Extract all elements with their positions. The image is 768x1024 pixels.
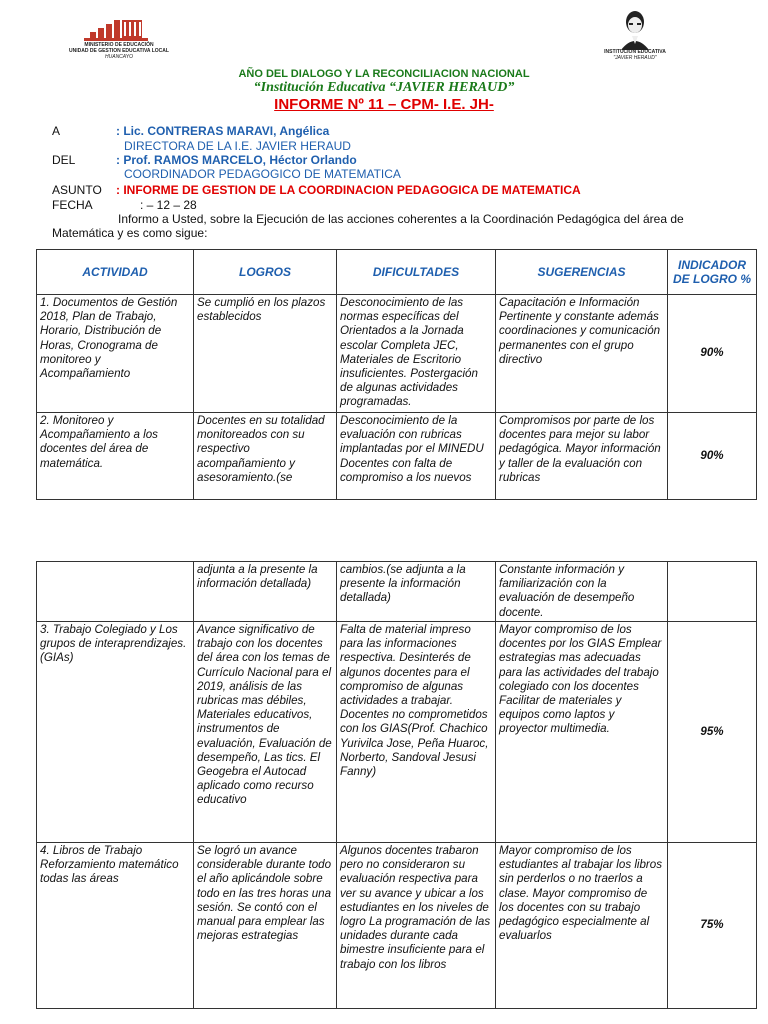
table-row <box>37 413 757 500</box>
institution-name: “Institución Educativa “JAVIER HERAUD” <box>253 80 515 95</box>
javier-heraud-portrait-icon <box>618 8 652 50</box>
ugel-logo-caption <box>44 42 194 60</box>
report-title: INFORME Nº 11 – CPM- I.E. JH- <box>274 96 494 113</box>
cell-indicador: 90% <box>668 295 757 413</box>
to-role: DIRECTORA DE LA I.E. JAVIER HERAUD <box>124 139 351 153</box>
cell-actividad: 3. Trabajo Colegiado y Los grupos de interaprendizajes. (GIAs) <box>37 622 194 843</box>
cell-dificultades: cambios.(se adjunta a la presente la información detallada) <box>337 562 496 622</box>
table-row <box>37 843 757 1009</box>
table-header-row <box>37 250 757 295</box>
cell-actividad <box>37 562 194 622</box>
table-row <box>37 562 757 622</box>
ugel-line-3: HUANCAYO <box>105 54 133 60</box>
to-label: A <box>52 124 61 138</box>
table-row <box>37 622 757 843</box>
cell-sugerencias: Mayor compromiso de los docentes por los GIAS Emplear estrategias mas adecuadas para las actividades del trabajo colegiado con los docentes Facilitar de materiales y equipos como laptos y proyector multimedia. <box>496 622 668 843</box>
header-sugerencias: SUGERENCIAS <box>496 250 668 295</box>
report-table-page2 <box>36 561 757 1009</box>
cell-indicador <box>668 562 757 622</box>
cell-logros: Se logró un avance considerable durante todo el año aplicándole sobre todo en las tres horas una sesión. Se contó con el manual para emplear las mejoras estrategias <box>194 843 337 1009</box>
cell-sugerencias: Constante información y familiarización con la evaluación de desempeño docente. <box>496 562 668 622</box>
report-table-page1 <box>36 249 757 500</box>
cell-indicador: 75% <box>668 843 757 1009</box>
cell-logros: adjunta a la presente la información detallada) <box>194 562 337 622</box>
school-line-1: INSTITUCIÓN EDUCATIVA <box>604 49 666 55</box>
from-role: COORDINADOR PEDAGOGICO DE MATEMATICA <box>124 167 401 181</box>
cell-dificultades: Algunos docentes trabaron pero no consideraron su evaluación respectiva para ver su avance y ubicar a los estudiantes en los niveles de logro La programación de las unidades durante cada bimestre insuficiente para el trabajo con los libros <box>337 843 496 1009</box>
subject-value: : INFORME DE GESTION DE LA COORDINACION PEDAGOGICA DE MATEMATICA <box>116 183 581 197</box>
to-name: : Lic. CONTRERAS MARAVI, Angélica <box>116 124 330 138</box>
school-logo-caption <box>590 49 680 61</box>
cell-dificultades: Falta de material impreso para las informaciones respectiva. Desinterés de algunos docentes para el compromiso de algunas actividades a trabajar. Docentes no comprometidos con los GIAS(Prof. Chachico Yurivilca Jose, Peña Huaroc, Norberto, Sandoval Jesusi Fanny) <box>337 622 496 843</box>
year-title: AÑO DEL DIALOGO Y LA RECONCILIACION NACIONAL <box>238 68 530 80</box>
cell-logros: Docentes en su totalidad monitoreados con su respectivo acompañamiento y asesoramiento.(se <box>194 413 337 500</box>
cell-sugerencias: Capacitación e Información Pertinente y constante además coordinaciones y comunicación permanentes con el grupo directivo <box>496 295 668 413</box>
from-label: DEL <box>52 153 76 167</box>
cell-dificultades: Desconocimiento de las normas específicas del Orientados a la Jornada escolar Completa JEC, Materiales de Escritorio insuficientes. Postergación de algunas actividades programadas. <box>337 295 496 413</box>
cell-indicador: 90% <box>668 413 757 500</box>
school-line-2: "JAVIER HERAUD" <box>613 55 657 61</box>
subject-label: ASUNTO <box>52 183 102 197</box>
cell-sugerencias: Compromisos por parte de los docentes para mejor su labor pedagógica. Mayor información y taller de la evaluación con rubricas <box>496 413 668 500</box>
cell-logros: Avance significativo de trabajo con los docentes del área con los temas de Currículo Nacional para el 2019, análisis de las rubricas mas débiles, Materiales educativos, instrumentos de evaluación, Evaluación de desempeño, Las tics. El Geogebra el Autocad aplicado como recurso educativo <box>194 622 337 843</box>
cell-actividad: 1. Documentos de Gestión 2018, Plan de Trabajo, Horario, Distribución de Horas, Cronograma de monitoreo y Acompañamiento <box>37 295 194 413</box>
ugel-line-2: UNIDAD DE GESTION EDUCATIVA LOCAL <box>69 48 169 54</box>
cell-sugerencias: Mayor compromiso de los estudiantes al trabajar los libros sin perderlos o no traerlos a clase. Mayor compromiso de los docentes con su trabajo pedagógico especialmente al evaluarlos <box>496 843 668 1009</box>
header-dificultades: DIFICULTADES <box>337 250 496 295</box>
from-name: : Prof. RAMOS MARCELO, Héctor Orlando <box>116 153 357 167</box>
date-label: FECHA <box>52 198 93 212</box>
cell-actividad: 2. Monitoreo y Acompañamiento a los docentes del área de matemática. <box>37 413 194 500</box>
table-row <box>37 295 757 413</box>
cell-logros: Se cumplió en los plazos establecidos <box>194 295 337 413</box>
header-logros: LOGROS <box>194 250 337 295</box>
cell-actividad: 4. Libros de Trabajo Reforzamiento matemático todas las áreas <box>37 843 194 1009</box>
date-value: : – 12 – 28 <box>140 198 197 212</box>
cell-dificultades: Desconocimiento de la evaluación con rubricas implantadas por el MINEDU Docentes con falta de compromiso a los nuevos <box>337 413 496 500</box>
cell-indicador: 95% <box>668 622 757 843</box>
header-actividad: ACTIVIDAD <box>37 250 194 295</box>
ugel-line-1: MINISTERIO DE EDUCACIÓN <box>84 42 154 48</box>
intro-paragraph: Informo a Usted, sobre la Ejecución de las acciones coherentes a la Coordinación Pedagógica del área de Matemática y es como sigue: <box>52 212 684 240</box>
header-indicador: INDICADOR DE LOGRO % <box>668 250 757 295</box>
